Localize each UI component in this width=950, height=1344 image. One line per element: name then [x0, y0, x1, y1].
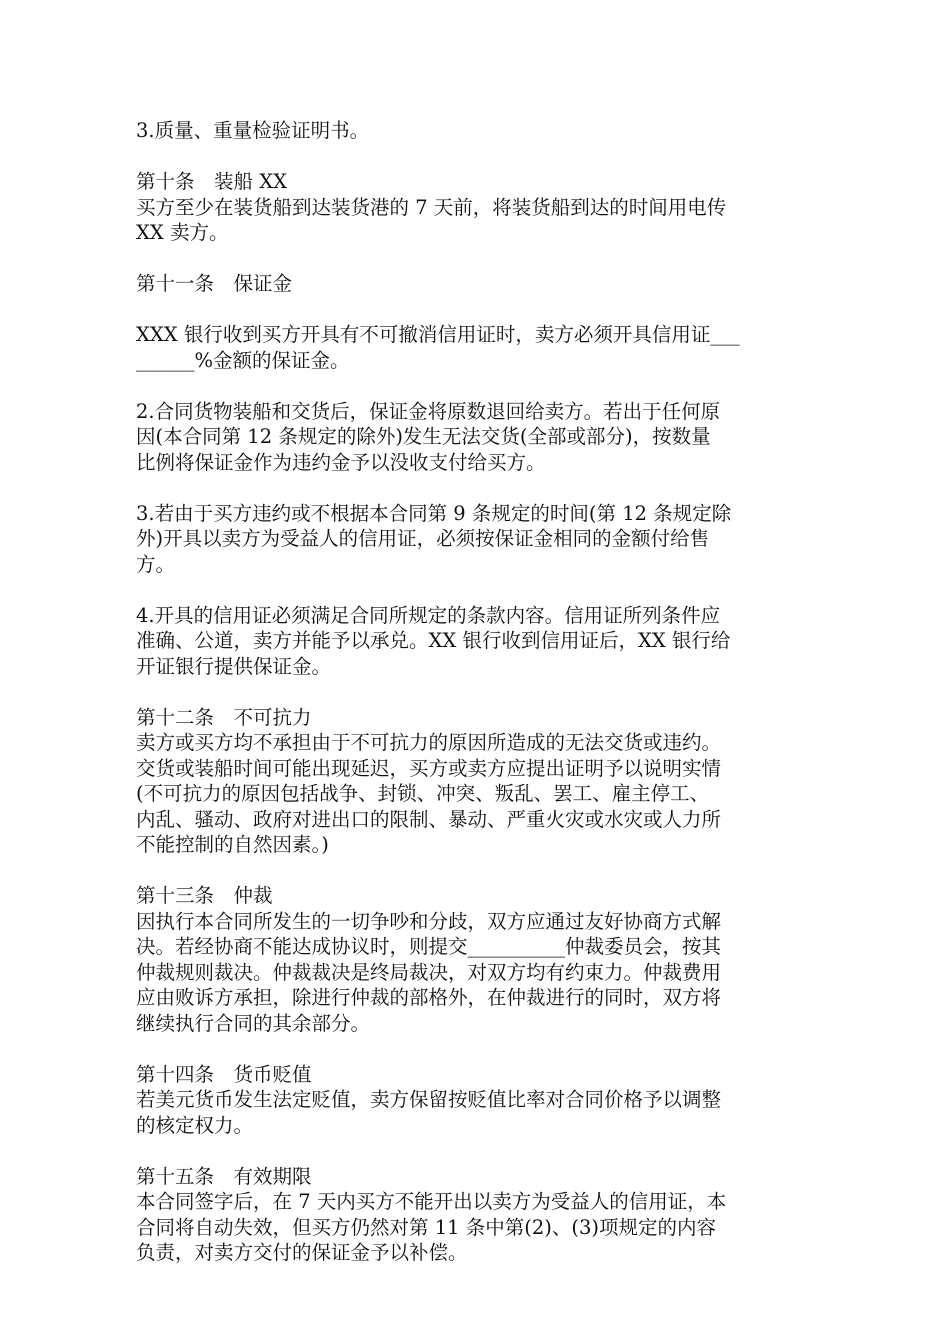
article-heading: 第十四条 货币贬值: [136, 1062, 312, 1086]
text-line: 4.开具的信用证必须满足合同所规定的条款内容。信用证所列条件应: [136, 603, 721, 627]
text-line: 本合同签字后，在 7 天内买方不能开出以卖方为受益人的信用证，本: [136, 1190, 727, 1213]
document-body: [136, 118, 816, 1291]
text-line: 不能控制的自然因素。): [136, 833, 329, 856]
article-11-clause-1: [136, 322, 816, 373]
article-heading: 第十二条 不可抗力: [136, 705, 312, 729]
article-11-clause-3: [136, 501, 816, 578]
text-line: 负责，对卖方交付的保证金予以补偿。: [136, 1241, 468, 1264]
article-heading: 第十五条 有效期限: [136, 1164, 312, 1188]
text-line: XX 卖方。: [136, 221, 229, 244]
paragraph-inspection-certificate: [136, 118, 816, 144]
text-line: 若美元货币发生法定贬值，卖方保留按贬值比率对合同价格予以调整: [136, 1088, 722, 1111]
text-line: 应由败诉方承担，除进行仲裁的部格外，在仲裁进行的同时，双方将: [136, 986, 722, 1009]
text-line: 卖方或买方均不承担由于不可抗力的原因所造成的无法交货或违约。: [136, 731, 722, 754]
text-line: 准确、公道，卖方并能予以承兑。XX 银行收到信用证后，XX 银行给: [136, 629, 731, 652]
text-line: 交货或装船时间可能出现延迟，买方或卖方应提出证明予以说明实情: [136, 756, 722, 780]
text-line: 内乱、骚动、政府对进出口的限制、暴动、严重火灾或水灾或人力所: [136, 807, 722, 831]
text-line: 继续执行合同的其余部分。: [136, 1011, 371, 1035]
article-15-validity: [136, 1164, 816, 1266]
article-heading: 第十条 装船 XX: [136, 170, 287, 193]
text-line: 买方至少在装货船到达装货港的 7 天前，将装货船到达的时间用电传: [136, 195, 727, 219]
article-13-arbitration: [136, 883, 816, 1036]
article-heading: 第十三条 仲裁: [136, 884, 273, 907]
text-line: 开证银行提供保证金。: [136, 654, 332, 678]
text-line: 合同将自动失效，但买方仍然对第 11 条中第(2)、(3)项规定的内容: [136, 1215, 716, 1239]
text-line: 仲裁规则裁决。仲裁裁决是终局裁决，对双方均有约束力。仲裁费用: [136, 960, 722, 984]
article-11-heading-block: [136, 271, 816, 297]
article-10-shipment: [136, 169, 816, 246]
text-line: 因(本合同第 12 条规定的除外)发生无法交货(全部或部分)，按数量: [136, 425, 711, 448]
text-line: (不可抗力的原因包括战争、封锁、冲突、叛乱、罢工、雇主停工、: [136, 782, 710, 805]
article-11-clause-4: [136, 603, 816, 680]
text-line: 外)开具以卖方为受益人的信用证，必须按保证金相同的金额付给售: [136, 527, 710, 550]
text-line: 决。若经协商不能达成协议时，则提交__________仲裁委员会，按其: [136, 935, 722, 958]
article-12-force-majeure: [136, 705, 816, 858]
text-line: 3.质量、重量检验证明书。: [136, 119, 370, 142]
article-heading: 第十一条 保证金: [136, 272, 293, 295]
text-line: XXX 银行收到买方开具有不可撤消信用证时，卖方必须开具信用证___: [136, 323, 740, 346]
text-line: 的核定权力。: [136, 1113, 254, 1137]
text-line: 2.合同货物装船和交货后，保证金将原数退回给卖方。若出于任何原: [136, 399, 721, 423]
text-line: ______%金额的保证金。: [136, 348, 350, 372]
text-line: 比例将保证金作为违约金予以没收支付给买方。: [136, 450, 546, 474]
text-line: 因执行本合同所发生的一切争吵和分歧，双方应通过友好协商方式解: [136, 909, 722, 933]
article-11-clause-2: [136, 399, 816, 476]
article-14-currency-devaluation: [136, 1062, 816, 1139]
text-line: 方。: [136, 552, 176, 576]
text-line: 3.若由于买方违约或不根据本合同第 9 条规定的时间(第 12 条规定除: [136, 501, 732, 525]
